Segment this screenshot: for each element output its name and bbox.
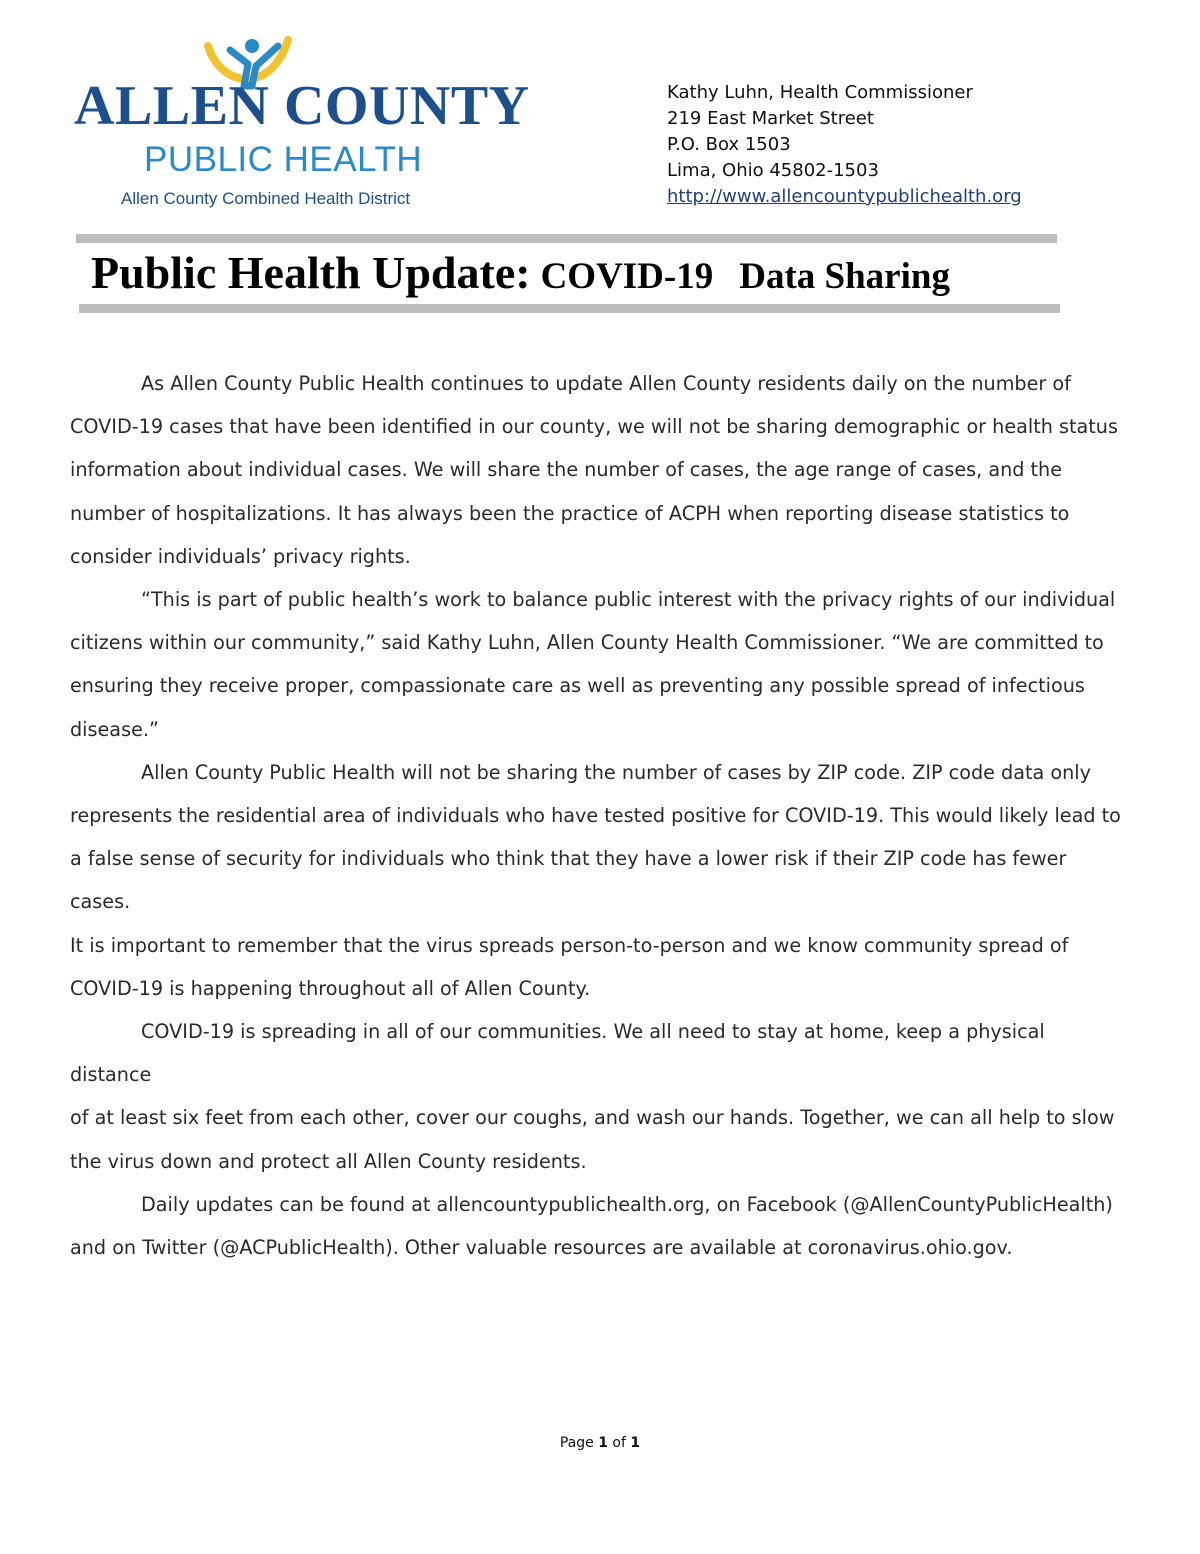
commissioner-name: Kathy Luhn, Health Commissioner — [667, 82, 973, 103]
paragraph: As Allen County Public Health continues to update Allen County residents daily on the number of COVID-19 cases that have been identified in our county, we will not be sharing demographic or health status information about individual cases. We will share the number of cases, the age range of cases, and the number of hospitalizations. It has always been the practice of ACPH when reporting disease statistics to consider individuals’ privacy rights. — [70, 372, 1118, 568]
title-main: Public Health Update: — [91, 247, 531, 298]
paragraph: Daily updates can be found at allencountypublichealth.org, on Facebook (@AllenCountyPublicHealth) and on Twitter (@ACPublicHealth). Other valuable resources are available at coronavirus.ohio.gov. — [70, 1192, 1113, 1260]
logo-tagline: Allen County Combined Health District — [121, 189, 411, 208]
paragraph: COVID-19 is spreading in all of our communities. We all need to stay at home, keep a physical distance of at least six feet from each other, cover our coughs, and wash our hands. Together, we can all help to slow the virus down and protect all Allen County residents. — [70, 1020, 1115, 1173]
page-of-label: of — [612, 1435, 626, 1451]
title-top-rule — [76, 234, 1057, 243]
organization-logo — [72, 36, 530, 216]
total-pages: 1 — [630, 1435, 641, 1451]
page-label: Page — [559, 1435, 594, 1451]
paragraph: “This is part of public health’s work to balance public interest with the privacy rights of our individual citizens within our community,” said Kathy Luhn, Allen County Health Commissioner. “We are committed to ensuring they receive proper, compassionate care as well as preventing any possible spread of infectious disease.” — [70, 588, 1116, 741]
document-title — [91, 246, 950, 311]
title-topic: COVID-19 — [540, 256, 714, 297]
title-bottom-rule — [79, 304, 1060, 313]
street-address: 219 East Market Street — [667, 108, 874, 129]
logo-title: ALLEN COUNTY — [74, 75, 530, 137]
document-body — [70, 362, 1130, 1269]
page-number-footer — [0, 1435, 1200, 1451]
title-subject: Data Sharing — [739, 256, 950, 297]
po-box: P.O. Box 1503 — [667, 134, 791, 155]
paragraph: Allen County Public Health will not be sharing the number of cases by ZIP code. ZIP code data only represents the residential area of individuals who have tested positive for COVID-19. This would likely lead to a false sense of security for individuals who think that they have a lower risk if their ZIP code has fewer cases. It is important to remember that the virus spreads person-to-person and we know community spread of COVID-19 is happening throughout all of Allen County. — [70, 760, 1121, 1000]
current-page: 1 — [598, 1435, 608, 1451]
contact-address-block — [667, 80, 1022, 210]
logo-subtitle: PUBLIC HEALTH — [144, 140, 423, 179]
city-state-zip: Lima, Ohio 45802-1503 — [667, 160, 879, 181]
website-link[interactable]: http://www.allencountypublichealth.org — [667, 186, 1022, 207]
